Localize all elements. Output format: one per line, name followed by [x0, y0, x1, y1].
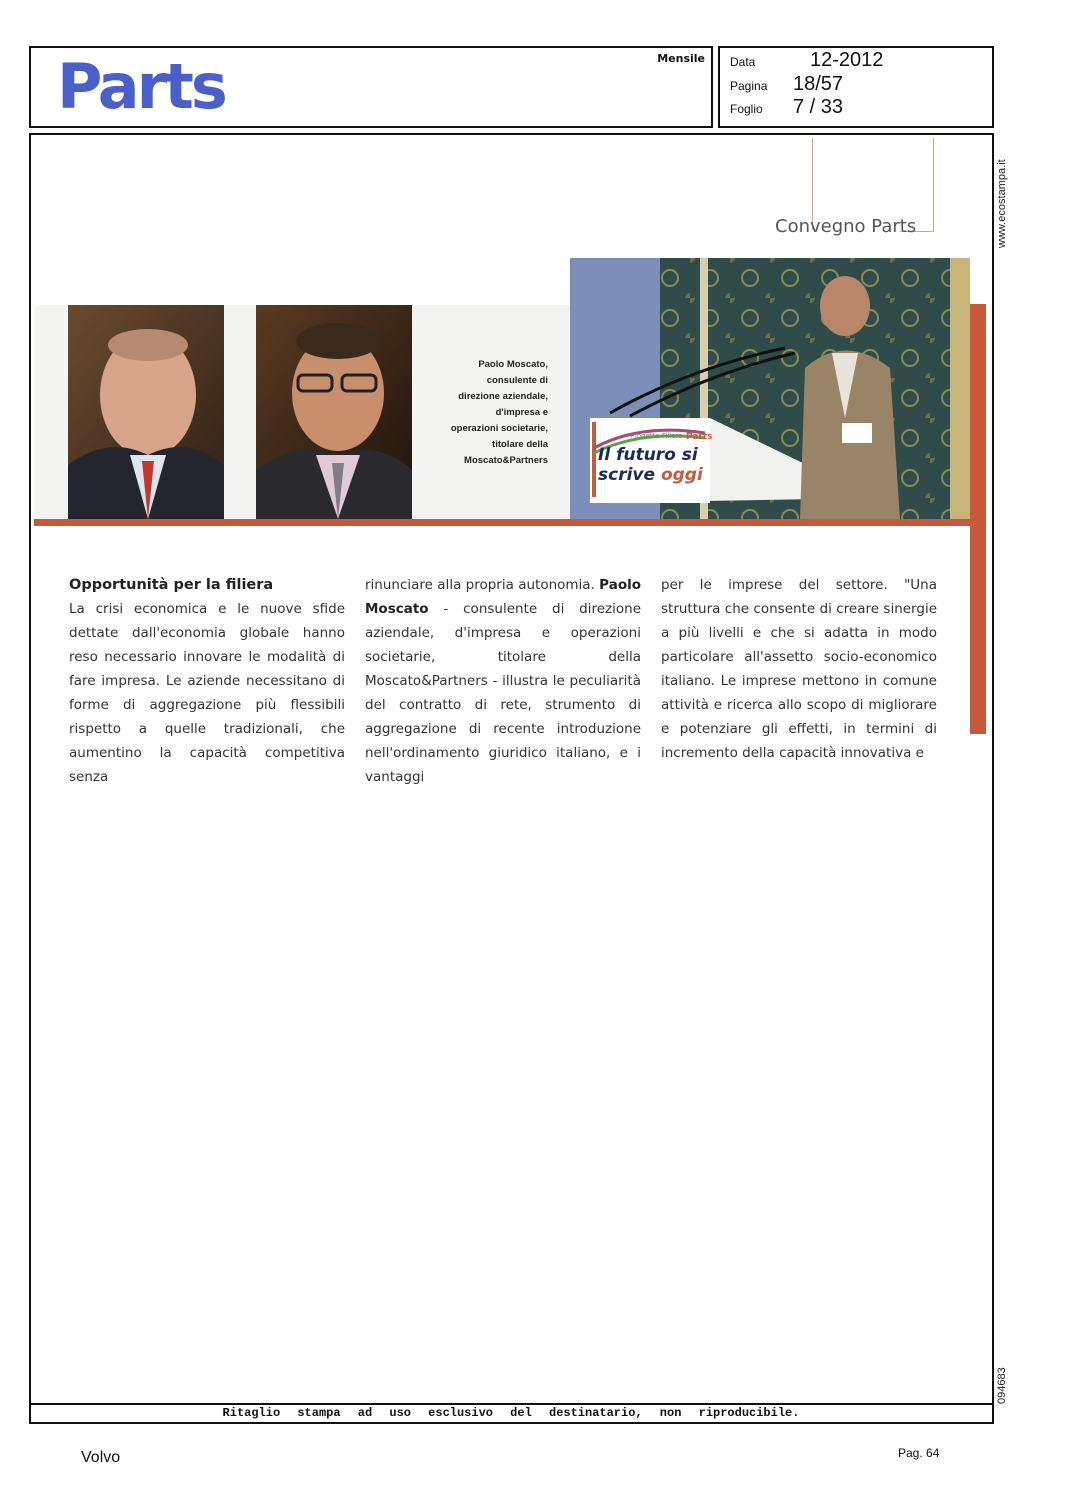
banner-brand-text: Parts [686, 432, 713, 442]
portrait-2-image [256, 305, 412, 519]
page-label: Pagina [730, 79, 768, 93]
column-2-text-b: - consulente di direzione aziendale, d'impresa e operazioni societarie, titolare della Moscato&Partners - illustra le peculiarità del contratto di rete, strumento di aggregazione di recente introduzione nell'ordinamento giuridico italiano, e i vantaggi [365, 601, 641, 785]
banner-line-1: Il futuro si [598, 445, 698, 465]
sheet-label: Foglio [730, 102, 763, 116]
caption-line: direzione aziendale, [458, 391, 548, 402]
event-speaker-photo [570, 258, 970, 520]
accent-bar-horizontal [34, 519, 986, 526]
column-1-text: La crisi economica e le nuove sfide dettate dall'economia globale hanno reso necessario innovare le modalità di fare impresa. Le aziende necessitano di forme di aggregazione più flessibili rispetto a quelle tradizionali, che aumentino la capacità competitiva senza [69, 601, 345, 785]
column-3-text: per le imprese del settore. "Una struttura che consente di creare sinergie a più livelli e che si adatta in modo particolare all'assetto socio-economico italiano. Le imprese mettono in comune attività e ricerca allo scopo di migliorare e potenziare gli effetti, in termini di incremento della capacità innovativa e [661, 577, 937, 761]
photo-caption [412, 357, 548, 469]
date-label: Data [730, 55, 756, 69]
publication-logo: Parts [57, 50, 225, 123]
page-number: Pag. 64 [898, 1446, 940, 1460]
reproduction-notice: Ritaglio stampa ad uso esclusivo del destinatario, non riproducibile. [222, 1406, 800, 1420]
column-2-text-a: rinunciare alla propria autonomia. [365, 577, 600, 593]
article-heading: Opportunità per la filiera [69, 577, 274, 593]
svg-text:scrive oggi [598, 465, 704, 485]
speaker-podium-image [570, 258, 970, 520]
section-tag: Convegno Parts [775, 216, 917, 237]
caption-line: consulente di [486, 375, 548, 386]
portrait-1-image [68, 305, 224, 519]
banner-small-text: Progetto Filiera [630, 432, 683, 440]
caption-line: d'impresa e [495, 407, 548, 418]
banner-line-2a: scrive [598, 465, 661, 485]
page-value: 18/57 [793, 73, 844, 95]
portrait-photo-2 [256, 305, 412, 519]
publication-meta-box [718, 46, 994, 128]
article-column-2 [365, 573, 641, 789]
date-value: 12-2012 [810, 49, 884, 71]
client-name: Volvo [81, 1449, 121, 1466]
caption-line: Moscato&Partners [464, 455, 548, 466]
caption-line: titolare della [492, 439, 548, 450]
person-name: Paolo Moscato [365, 577, 641, 617]
tag-line-right [933, 138, 934, 232]
banner-line-2b: oggi [660, 465, 703, 485]
caption-line: operazioni societarie, [450, 423, 548, 434]
clipping-code: 094683 [996, 1367, 1008, 1404]
source-website: www.ecostampa.it [996, 159, 1008, 248]
portrait-photo-1 [68, 305, 224, 519]
article-column-1 [69, 573, 345, 789]
article-column-3 [661, 573, 937, 765]
sheet-value: 7 / 33 [793, 96, 844, 118]
frequency-label: Mensile [657, 52, 705, 65]
caption-line: Paolo Moscato, [478, 359, 548, 370]
masthead-box [29, 46, 713, 128]
footer-rule [29, 1403, 994, 1405]
accent-bar-vertical [970, 304, 986, 734]
